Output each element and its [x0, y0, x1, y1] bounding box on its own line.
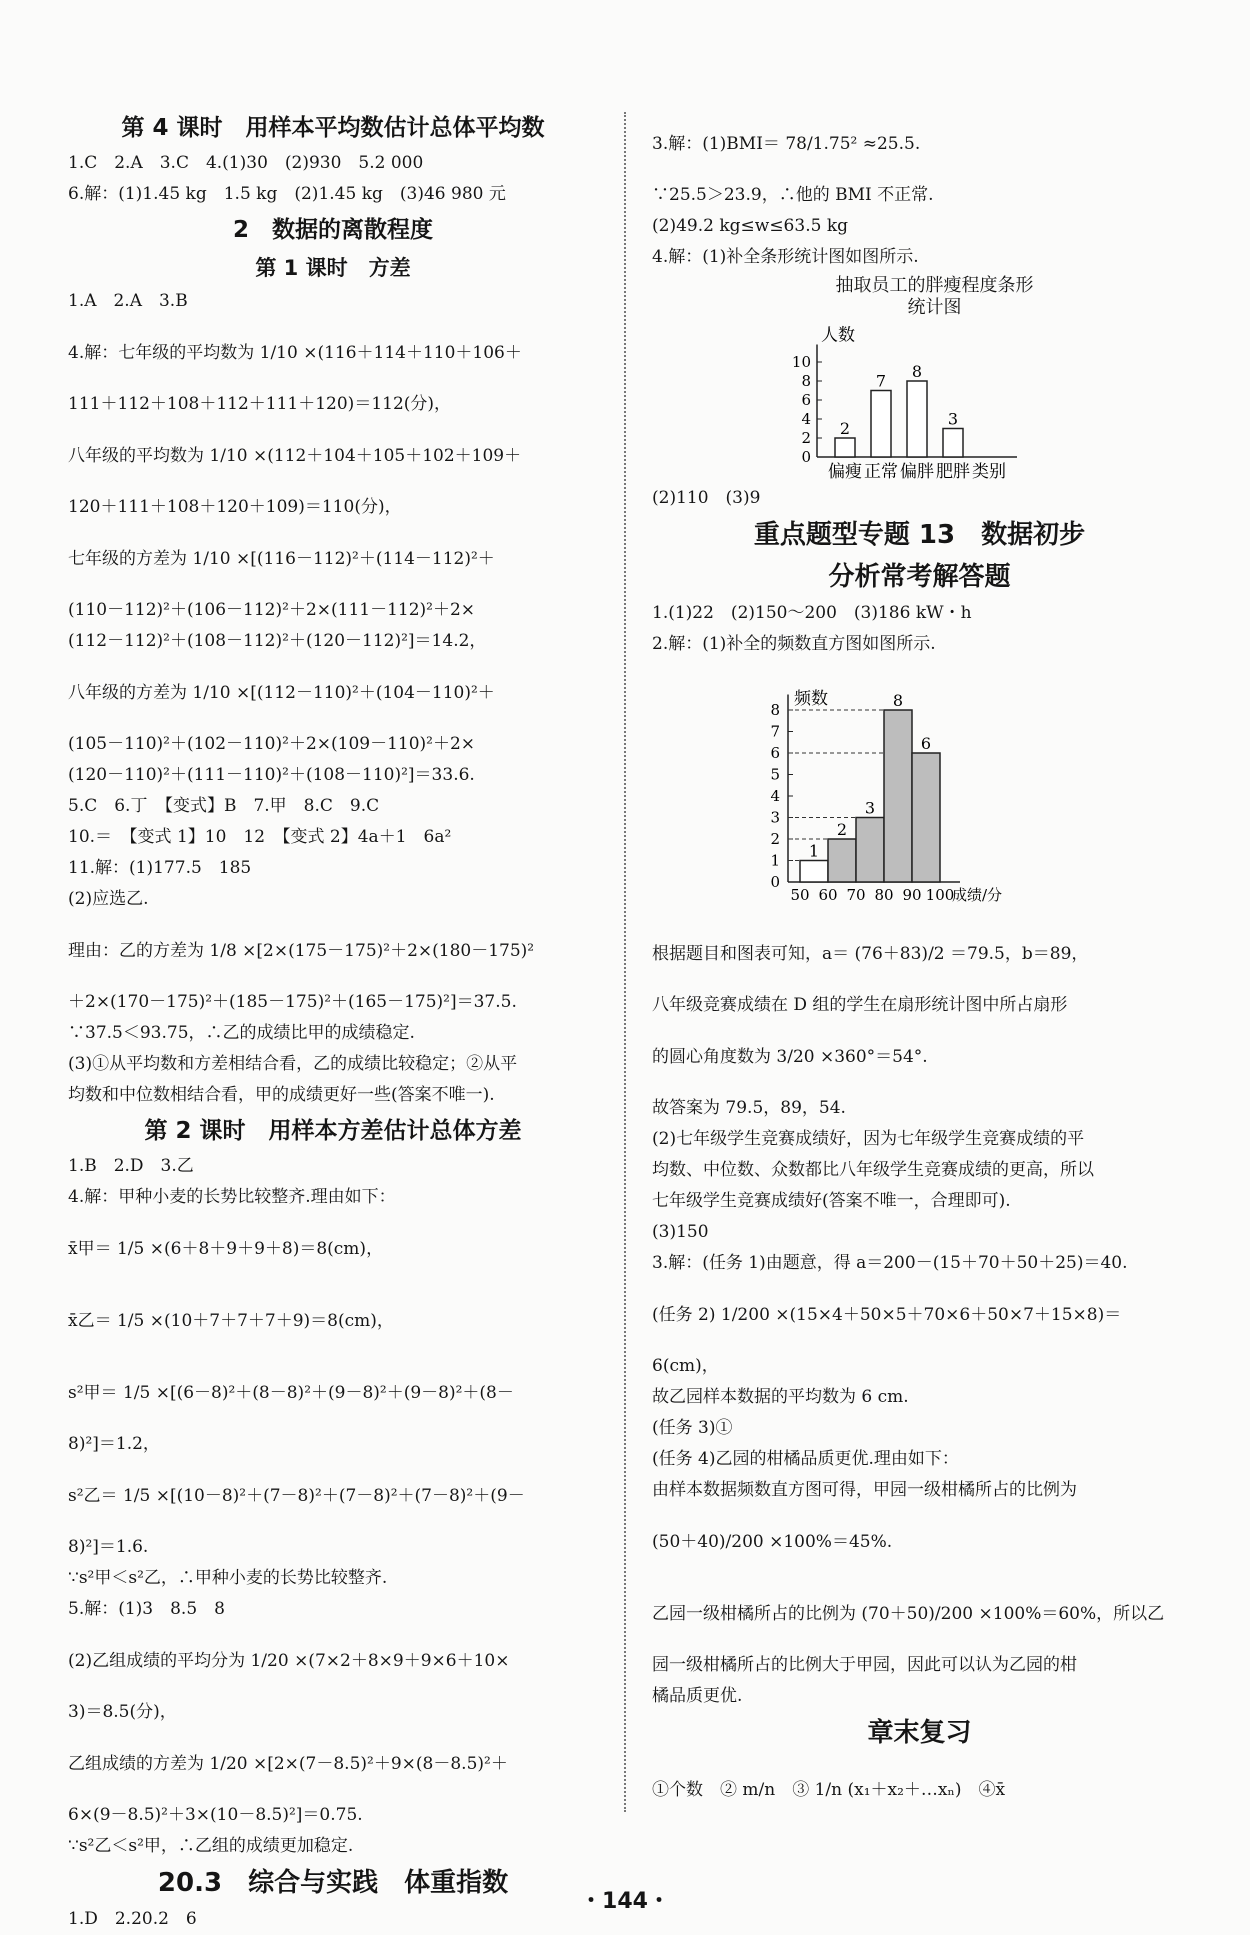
text-line: ∵s²甲＜s²乙，∴甲种小麦的长势比较整齐.	[68, 1568, 388, 1588]
histogram-bar	[828, 839, 856, 882]
x-tick-label: 100	[925, 886, 955, 904]
category-label: 正常	[864, 462, 898, 482]
right-column	[652, 108, 1187, 1826]
text-line: (50＋40)/200 ×100%＝45%.	[652, 1532, 893, 1552]
y-tick-label: 7	[770, 722, 780, 741]
category-label: 肥胖	[936, 462, 970, 482]
text-line: 七年级的方差为 1/10 ×[(116－112)²＋(114－112)²＋	[68, 549, 495, 569]
text-line: 橘品质更优.	[652, 1686, 743, 1706]
text-line: ∵37.5＜93.75，∴乙的成绩比甲的成绩稳定.	[68, 1023, 415, 1043]
text-line: (2)49.2 kg≤w≤63.5 kg	[652, 216, 848, 236]
text-line: 5.C 6.丁 【变式】B 7.甲 8.C 9.C	[68, 796, 380, 816]
x-tick-label: 60	[818, 886, 838, 904]
text-line: 4.解：(1)补全条形统计图如图所示.	[652, 247, 919, 267]
text-line: 由样本数据频数直方图可得，甲园一级柑橘所占的比例为	[652, 1480, 1077, 1500]
x-tick-label: 80	[874, 886, 894, 904]
y-tick-label: 1	[770, 851, 780, 870]
text-line: (110－112)²＋(106－112)²＋2×(111－112)²＋2×	[68, 600, 476, 620]
histogram-bar	[884, 710, 912, 882]
section-heading: 20.3 综合与实践 体重指数	[157, 1868, 509, 1898]
text-line: 8)²]＝1.6.	[68, 1537, 149, 1557]
text-line: (3)①从平均数和方差相结合看，乙的成绩比较稳定；②从平	[68, 1054, 518, 1074]
text-line: 均数、中位数、众数都比八年级学生竞赛成绩的更高，所以	[652, 1160, 1094, 1180]
text-line: 1.C 2.A 3.C 4.(1)30 (2)930 5.2 000	[68, 153, 424, 173]
text-line: (105－110)²＋(102－110)²＋2×(109－110)²＋2×	[68, 734, 476, 754]
text-line: 八年级的方差为 1/10 ×[(112－110)²＋(104－110)²＋	[68, 683, 495, 703]
text-line: 10.＝ 【变式 1】10 12 【变式 2】4a＋1 6a²	[68, 827, 452, 847]
histogram-bar	[912, 753, 940, 882]
left-column	[68, 108, 598, 1935]
bar	[907, 381, 927, 457]
text-line: 1.(1)22 (2)150～200 (3)186 kW・h	[652, 603, 972, 623]
text-line: 6.解：(1)1.45 kg 1.5 kg (2)1.45 kg (3)46 980 元	[68, 184, 506, 204]
text-line: 乙组成绩的方差为 1/20 ×[2×(7－8.5)²＋9×(8－8.5)²＋	[68, 1754, 508, 1774]
text-line: (任务 2) 1/200 ×(15×4＋50×5＋70×6＋50×7＋15×8)＝	[652, 1305, 1122, 1325]
text-line: 根据题目和图表可知，a＝ (76＋83)/2 ＝79.5，b＝89，	[652, 944, 1089, 964]
text-line: 120＋111＋108＋120＋109)＝110(分)，	[68, 497, 402, 517]
bar-chart-figure	[652, 273, 1187, 483]
page-number: ・144・	[580, 1889, 670, 1914]
y-axis-label: 人数	[821, 325, 855, 346]
section-heading: 2 数据的离散程度	[232, 217, 433, 243]
text-line: 4.解：七年级的平均数为 1/10 ×(116＋114＋110＋106＋	[68, 343, 522, 363]
text-line: s²甲＝ 1/5 ×[(6－8)²＋(8－8)²＋(9－8)²＋(9－8)²＋(8－	[68, 1383, 514, 1403]
y-tick-label: 2	[801, 429, 811, 447]
text-line: (2)乙组成绩的平均分为 1/20 ×(7×2＋8×9＋9×6＋10×	[68, 1651, 510, 1671]
right-bottom-text	[652, 918, 1187, 1826]
bar-value-label: 2	[839, 419, 851, 438]
bar-value-label: 8	[911, 362, 923, 381]
text-line: ＋2×(170－175)²＋(185－175)²＋(165－175)²]＝37.5.	[68, 992, 517, 1012]
text-line: 1.B 2.D 3.乙	[68, 1156, 194, 1176]
text-line: 6×(9－8.5)²＋3×(10－8.5)²]＝0.75.	[68, 1805, 363, 1825]
column-divider	[624, 112, 626, 1812]
histogram-chart	[752, 662, 1072, 912]
category-label: 偏胖	[900, 462, 934, 482]
x-tick-label: 50	[790, 886, 810, 904]
bar-chart	[777, 319, 1077, 483]
text-line: 1.D 2.20.2 6	[68, 1909, 197, 1929]
text-line: (112－112)²＋(108－112)²＋(120－112)²]＝14.2，	[68, 631, 487, 651]
text-line: 3)＝8.5(分)，	[68, 1702, 177, 1722]
y-tick-label: 5	[770, 765, 780, 784]
y-tick-label: 0	[801, 448, 811, 466]
y-axis-label: 频数	[794, 689, 828, 709]
text-line: ∵25.5＞23.9，∴他的 BMI 不正常.	[652, 185, 934, 205]
right-mid-text	[652, 483, 1187, 660]
bar-value-label: 6	[920, 734, 932, 753]
bar-chart-title-line2: 统计图	[907, 297, 962, 318]
histogram-bar	[856, 818, 884, 883]
text-line: 1.A 2.A 3.B	[68, 291, 188, 311]
x-axis-label: 类别	[972, 462, 1006, 482]
text-line: 2.解：(1)补全的频数直方图如图所示.	[652, 634, 936, 654]
text-line: 5.解：(1)3 8.5 8	[68, 1599, 225, 1619]
bar	[943, 429, 963, 458]
text-line: 七年级学生竞赛成绩好(答案不唯一，合理即可).	[652, 1191, 1011, 1211]
bar	[835, 438, 855, 457]
y-tick-label: 0	[770, 873, 780, 891]
section-heading: 章末复习	[867, 1718, 972, 1748]
text-line: x̄甲＝ 1/5 ×(6＋8＋9＋9＋8)＝8(cm)，	[68, 1239, 384, 1259]
bar	[871, 391, 891, 458]
text-line: 均数和中位数相结合看，甲的成绩更好一些(答案不唯一).	[68, 1085, 495, 1105]
y-tick-label: 10	[791, 353, 811, 371]
text-line: 园一级柑橘所占的比例大于甲园，因此可以认为乙园的柑	[652, 1655, 1077, 1675]
x-axis-label: 成绩/分	[952, 886, 1003, 904]
bar-value-label: 2	[836, 820, 848, 839]
category-label: 偏瘦	[828, 462, 862, 482]
text-line: 八年级竞赛成绩在 D 组的学生在扇形统计图中所占扇形	[652, 995, 1068, 1015]
bar-value-label: 3	[864, 798, 876, 818]
bar-value-label: 8	[892, 691, 904, 710]
text-line: (120－110)²＋(111－110)²＋(108－110)²]＝33.6.	[68, 765, 475, 785]
bar-value-label: 1	[808, 841, 820, 861]
text-line: 故乙园样本数据的平均数为 6 cm.	[652, 1387, 909, 1407]
text-line: 3.解：(任务 1)由题意，得 a＝200－(15＋70＋50＋25)＝40.	[652, 1253, 1128, 1273]
text-line: 故答案为 79.5，89，54.	[652, 1098, 846, 1118]
text-line: 乙园一级柑橘所占的比例为 (70＋50)/200 ×100%＝60%，所以乙	[652, 1604, 1165, 1624]
text-line: 11.解：(1)177.5 185	[68, 858, 252, 878]
y-tick-label: 6	[770, 744, 780, 762]
text-line: 4.解：甲种小麦的长势比较整齐.理由如下：	[68, 1187, 396, 1207]
text-line: 3.解：(1)BMI＝ 78/1.75² ≈25.5.	[652, 134, 921, 154]
right-top-text	[652, 108, 1187, 273]
bar-value-label: 3	[947, 409, 959, 429]
y-tick-label: 2	[770, 830, 780, 848]
text-line: 八年级的平均数为 1/10 ×(112＋104＋105＋102＋109＋	[68, 446, 522, 466]
section-heading: 重点题型专题 13 数据初步	[753, 520, 1086, 550]
text-line: (2)应选乙.	[68, 889, 149, 909]
y-tick-label: 4	[770, 787, 780, 805]
section-heading: 第 1 课时 方差	[255, 256, 411, 280]
y-tick-label: 3	[770, 808, 780, 827]
y-tick-label: 4	[801, 410, 811, 428]
bar-value-label: 7	[875, 371, 887, 391]
section-heading: 分析常考解答题	[828, 562, 1011, 592]
bar-chart-title-line1: 抽取员工的胖瘦程度条形	[835, 275, 1034, 296]
x-tick-label: 90	[902, 886, 922, 904]
text-line: 8)²]＝1.2，	[68, 1434, 160, 1454]
text-line: s²乙＝ 1/5 ×[(10－8)²＋(7－8)²＋(7－8)²＋(7－8)²＋(9－	[68, 1486, 525, 1506]
text-line: ①个数 ② m/n ③ 1/n (x₁＋x₂＋…xₙ) ④x̄	[652, 1780, 1006, 1800]
text-line: (2)110 (3)9	[652, 488, 761, 508]
text-line: 6(cm)，	[652, 1356, 719, 1376]
y-tick-label: 6	[801, 391, 811, 409]
text-line: (任务 4)乙园的柑橘品质更优.理由如下：	[652, 1449, 959, 1469]
text-line: (3)150	[652, 1222, 709, 1242]
text-line: 111＋112＋108＋112＋111＋120)＝112(分)，	[68, 394, 452, 414]
text-line: ∵s²乙＜s²甲，∴乙组的成绩更加稳定.	[68, 1836, 354, 1856]
bar-chart-title	[682, 273, 1187, 319]
section-heading: 第 2 课时 用样本方差估计总体方差	[144, 1118, 522, 1144]
histogram-bar	[800, 861, 828, 883]
y-tick-label: 8	[801, 372, 811, 390]
text-line: 的圆心角度数为 3/20 ×360°＝54°.	[652, 1047, 928, 1067]
histogram-figure	[652, 660, 1187, 918]
text-line: (2)七年级学生竞赛成绩好，因为七年级学生竞赛成绩的平	[652, 1129, 1085, 1149]
text-line: x̄乙＝ 1/5 ×(10＋7＋7＋7＋9)＝8(cm)，	[68, 1311, 394, 1331]
x-tick-label: 70	[846, 886, 866, 904]
y-tick-label: 8	[770, 701, 780, 719]
section-heading: 第 4 课时 用样本平均数估计总体平均数	[121, 115, 545, 141]
text-line: (任务 3)①	[652, 1418, 733, 1438]
text-line: 理由：乙的方差为 1/8 ×[2×(175－175)²＋2×(180－175)²	[68, 941, 535, 961]
